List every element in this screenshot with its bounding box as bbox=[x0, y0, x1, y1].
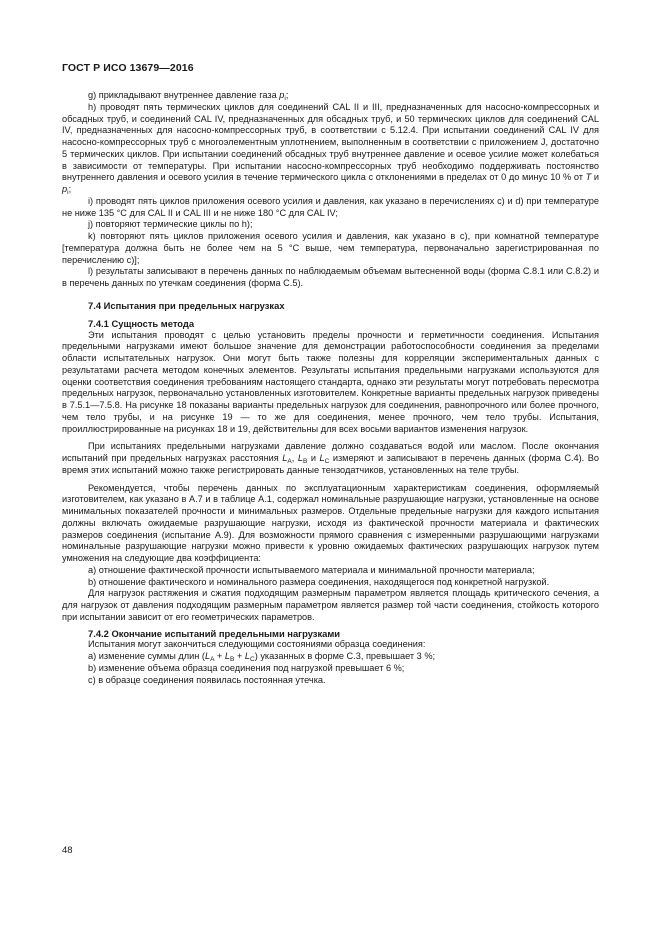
page-number: 48 bbox=[62, 845, 73, 856]
paragraph-742-c: с) в образце соединения появилась постоянная утечка. bbox=[88, 674, 326, 685]
paragraph-i: i) проводят пять циклов приложения осевого усилия и давления, как указано в перечислениях с) и d) при температуре не ниже 135 °С для CAL II и CAL III и не ниже 180 °С для CAL IV; bbox=[62, 195, 599, 218]
paragraph-741-b: b) отношение фактического и номинального размера соединения, находящегося под конкретной нагрузкой. bbox=[88, 576, 550, 587]
paragraph-741-2: При испытаниях предельными нагрузками давление должно создаваться водой или маслом. После окончания испытаний при предельных нагрузках расстояния $L_A$, $L_B$ и $L_C$ измеряют и записывают в перечень данных (форма С.4). Во время этих испытаний можно также регистрировать данные тензодатчиков, установленных на теле трубы. bbox=[62, 441, 599, 475]
paragraph-k: k) повторяют пять циклов приложения осевого усилия и давления, как указано в с), при комнатной температуре [температура должна быть не более чем на 5 °С выше, чем температура, первоначально зарегистрированная по перечислению с)]; bbox=[62, 231, 599, 265]
paragraph-741-4: Для нагрузок растяжения и сжатия подходящим размерным параметром является площадь критического сечения, а для нагрузок от давления подходящим размерным параметром является размер той части соединения, стойкость которого при испытании зависит от его геометрических параметров. bbox=[62, 588, 599, 622]
paragraph-742-b: b) изменение объема образца соединения под нагрузкой превышает 6 %; bbox=[88, 662, 405, 673]
paragraph-g: g) прикладывают внутреннее давление газа $p_i$; bbox=[88, 90, 289, 102]
section-heading-7-4: 7.4 Испытания при предельных нагрузках bbox=[88, 299, 285, 311]
paragraph-l: l) результаты записывают в перечень данных по наблюдаемым объемам вытесненной воды (формa С.8.1 или С.8.2) и в перечень данных по утечкам соединения (форма С.5). bbox=[62, 266, 599, 288]
document-body bbox=[62, 90, 599, 686]
paragraph-741-3: Рекомендуется, чтобы перечень данных по эксплуатационным характеристикам соединения, оформляемый изготовителем, как указано в А.7 и в таблице А.1, содержал номинальные разрушающие нагрузки, установленные на основе минимальных показателей прочности и минимальных размеров. Отдельные предельные нагрузки для каждого испытания должны включать ожидаемые разрушающие нагрузки, исходя из фактической прочности материала и фактических размеров соединения (испытание А.9). Для возможности прямого сравнения с измеренными разрушающими нагрузками номинальные разрушающие нагрузки можно привести к уровню ожидаемых фактических разрушающих нагрузок путем умножения на следующие два коэффициента: bbox=[62, 482, 599, 563]
paragraph-742-a: а) изменение суммы длин $(L_A + L_B + L_C)$ указанных в форме С.3, превышает 3 %; bbox=[88, 651, 436, 663]
document-header: ГОСТ Р ИСО 13679—2016 bbox=[62, 62, 194, 74]
paragraph-741-a: а) отношение фактической прочности испытываемого материала и минимальной прочности материала; bbox=[88, 564, 535, 575]
subsection-heading-7-4-1: 7.4.1 Сущность метода bbox=[88, 317, 195, 329]
paragraph-h: h) проводят пять термических циклов для соединений CAL II и III, предназначенных для насосно-компрессорных и обсадных труб, и соединений CAL IV, предназначенных для обсадных труб, и 50 термических циклов для соединений CAL IV, предназначенных для насосно-компрессорных труб, в соответствии с 5.12.4. При испытании соединений CAL IV для насосно-компрессорных труб с многоэлементным уплотнением, выполненным в соответствии с приложением J, достаточно 5 термических циклов. При испытании соединений обсадных труб внутреннее давление и осевое усилие может колебаться в зависимости от температуры. При испытании насосно-компрессорных труб необходимо поддерживать постоянство внутреннего давления и осевого усилия в течение термического цикла с отклонениями в пределах от 0 до минус 10 % от T и $p_i$; bbox=[62, 101, 600, 196]
paragraph-741-1: Эти испытания проводят с целью установить пределы прочности и герметичности соединения. Испытания предельными нагрузками имеют большое значение для демонстрации работоспособности соединения за пределами области испытательных нагрузок. Они могут быть также полезны для корреляции экспериментальных данных с результатами расчета методом конечных элементов. Результаты испытания предельными нагрузками используются для оценки соответствия соединения требованиям настоящего стандарта, однако эти результаты могут потребовать пересмотра предельных нагрузок, первоначально установленных изготовителем. Конкретные варианты предельных нагрузок приведены в 7.5.1—7.5.8. На рисунке 18 показаны варианты предельных нагрузок для соединения, равнопрочного или более прочного, чем тело трубы, и на рисунке 19 — то же для соединения, менее прочного, чем тело трубы. Испытания, проиллюстрированные на рисунках 18 и 19, действительны для всех восьми вариантов изменения нагрузок. bbox=[62, 329, 599, 434]
paragraph-j: j) повторяют термические циклы по h); bbox=[88, 219, 253, 230]
paragraph-742-1: Испытания могут закончиться следующими состояниями образца соединения: bbox=[88, 639, 426, 650]
subsection-heading-7-4-2: 7.4.2 Окончание испытаний предельными нагрузками bbox=[88, 627, 341, 639]
